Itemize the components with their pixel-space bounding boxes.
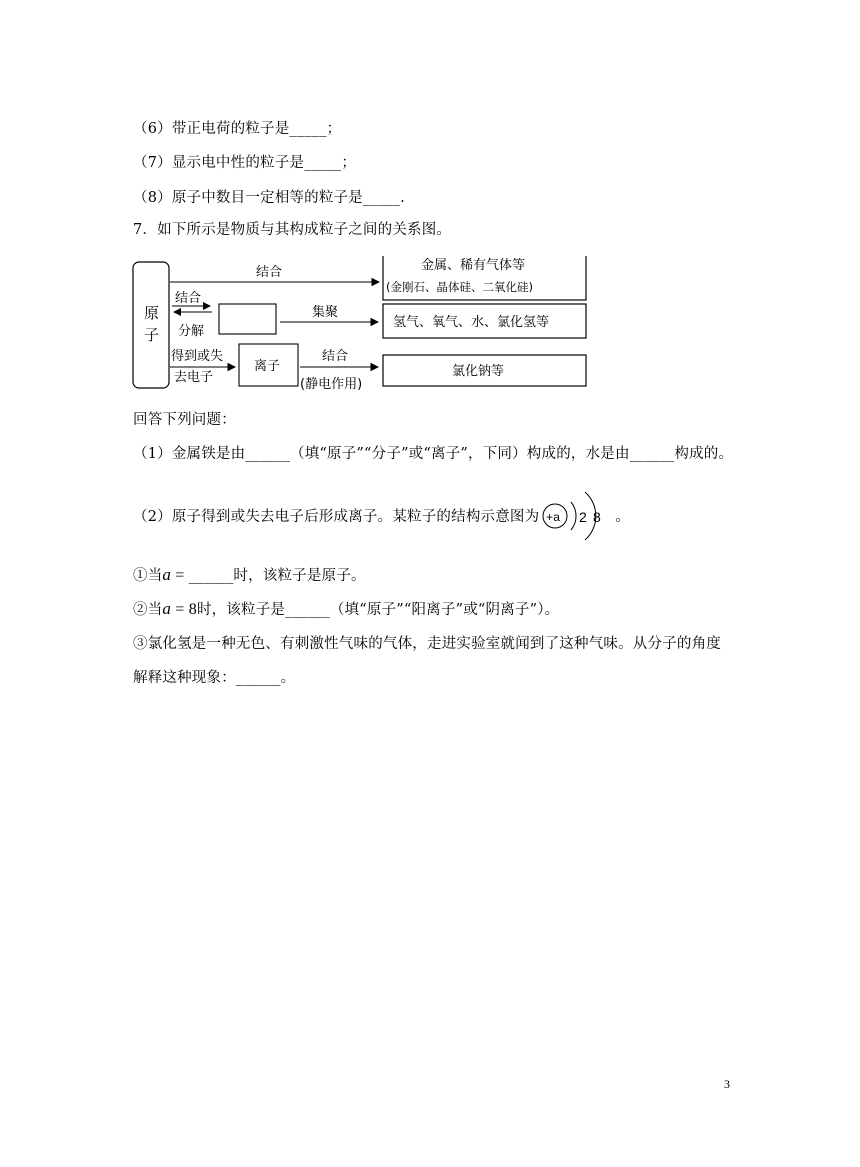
box3-label: 氯化钠等 xyxy=(452,364,505,379)
sub-question-3a: ①当a = ______时，该粒子是原子。 xyxy=(133,565,366,584)
box2-label: 氢气、氧气、水、氯化氢等 xyxy=(393,315,550,330)
sub-question-3c-line1: ③氯化氢是一种无色、有刺激性气味的气体，走进实验室就闻到了这种气味。从分子的角度 xyxy=(133,636,721,652)
label-decompose: 分解 xyxy=(178,324,205,339)
variable-a: a xyxy=(162,565,172,584)
sub-question-2-end: 。 xyxy=(615,509,631,525)
question-8-sub: （8）原子中数目一定相等的粒子是_____. xyxy=(133,190,405,206)
sub-question-1: （1）金属铁是由______（填“原子”“分子”或“离子”，下同）构成的，水是由______构成的。 xyxy=(133,446,734,462)
shell-arc-1 xyxy=(571,502,576,530)
label-gain-lose-2: 去电子 xyxy=(174,370,214,385)
label-gather: 集聚 xyxy=(312,305,339,320)
atom-label-2: 子 xyxy=(144,326,160,344)
nucleus-charge: +a xyxy=(546,510,561,524)
variable-a: a xyxy=(162,599,172,618)
sub-question-2-text: （2）原子得到或失去电子后形成离子。某粒子的结构示意图为 xyxy=(133,509,540,525)
atom-label-1: 原 xyxy=(144,304,160,322)
shell-1-electrons: 2 xyxy=(579,509,588,525)
page-number: 3 xyxy=(724,1077,730,1091)
atom-box xyxy=(133,262,169,388)
label-combine-top: 结合 xyxy=(256,265,283,280)
shell-2-electrons: 8 xyxy=(593,509,602,525)
question-7-title: 7．如下所示是物质与其构成粒子之间的关系图。 xyxy=(133,222,452,238)
box1-line2: (金刚石、晶体硅、二氧化硅) xyxy=(386,280,533,294)
atom-structure-diagram xyxy=(541,488,613,546)
label-combine-mid: 结合 xyxy=(175,291,202,306)
particle-relationship-diagram xyxy=(128,256,593,392)
box1-line1: 金属、稀有气体等 xyxy=(421,258,526,273)
question-6: （6）带正电荷的粒子是_____； xyxy=(133,121,342,137)
sub-question-2 xyxy=(133,488,630,546)
molecule-box-empty xyxy=(219,304,276,334)
sub-question-3c-line2: 解释这种现象：______。 xyxy=(133,670,296,686)
ion-label: 离子 xyxy=(254,359,281,374)
label-electrostatic: (静电作用) xyxy=(300,377,363,392)
label-gain-lose-1: 得到或失 xyxy=(171,349,224,364)
question-7-sub: （7）显示电中性的粒子是_____； xyxy=(133,155,357,171)
label-combine-ion: 结合 xyxy=(322,349,349,364)
answer-prompt: 回答下列问题： xyxy=(133,412,236,428)
sub-question-3b: ②当a = 8时，该粒子是______（填“原子”“阳离子”或“阴离子”）。 xyxy=(133,599,560,618)
